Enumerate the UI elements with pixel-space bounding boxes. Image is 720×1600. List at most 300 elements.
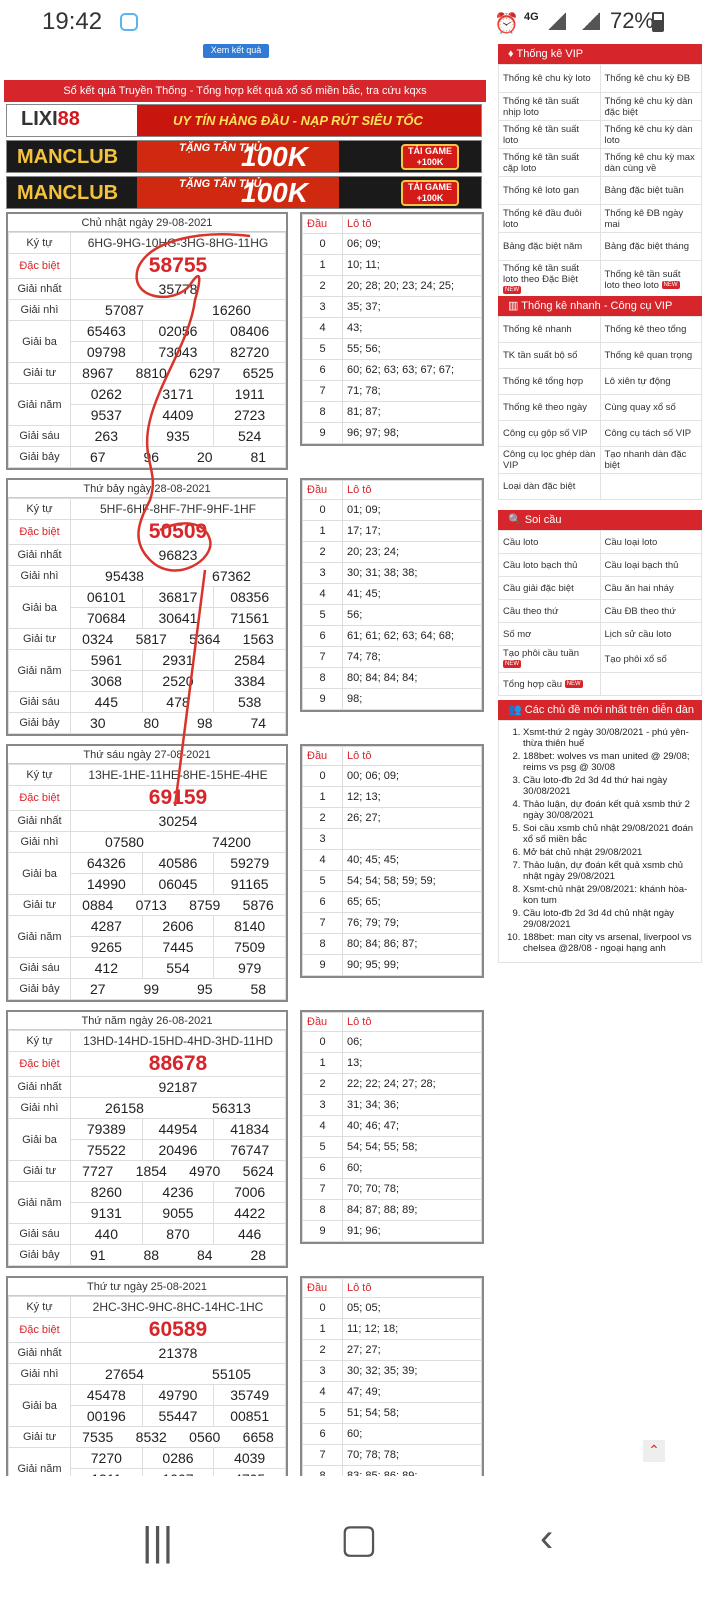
- lixi88-ad[interactable]: [6, 104, 482, 137]
- prize-number: 5364: [189, 631, 221, 647]
- manclub-ad[interactable]: [6, 176, 482, 209]
- label-giai-ba: Giải ba: [9, 1119, 71, 1161]
- loto-head: 3: [303, 829, 343, 850]
- loto-number: 64;: [420, 630, 439, 642]
- loto-number: 06;: [347, 238, 366, 250]
- side-link[interactable]: Thống kê chu kỳ loto: [499, 65, 601, 93]
- label-giai-sau: Giải sáu: [9, 426, 71, 447]
- loto-number: 61;: [365, 630, 384, 642]
- loto-head-label: Đầu: [303, 215, 343, 234]
- prize-number: 1911: [214, 384, 286, 405]
- label-giai-bay: Giải bảy: [9, 447, 71, 468]
- prize-number: 73043: [142, 342, 214, 363]
- forum-topic-link[interactable]: 8. Xsmt-chủ nhật 29/08/2021: khánh hòa-kon tum: [523, 884, 695, 906]
- new-badge: NEW: [663, 281, 678, 288]
- loto-head: 7: [303, 1179, 343, 1200]
- loto-number: 23;: [365, 546, 384, 558]
- loto-number: 00;: [347, 770, 366, 782]
- side-link: [600, 673, 702, 696]
- side-link[interactable]: Thống kê ĐB ngày mai: [600, 205, 702, 233]
- scroll-top-button[interactable]: ⌃: [643, 1440, 665, 1462]
- side-link[interactable]: Cầu ăn hai nháy: [600, 577, 702, 600]
- first-prize: 35778: [71, 279, 286, 300]
- label-ky-tu: Ký tự: [9, 1297, 71, 1318]
- loto-number: 96;: [365, 1225, 381, 1237]
- prize-number: 59279: [214, 853, 286, 874]
- loto-number: 78;: [365, 385, 381, 397]
- prize-number: 524: [214, 426, 286, 447]
- side-link[interactable]: Cầu ĐB theo thứ: [600, 600, 702, 623]
- loto-number: 88;: [383, 1204, 403, 1216]
- side-link[interactable]: Cầu theo thứ: [499, 600, 601, 623]
- forum-topic-link[interactable]: 1. Xsmt-thứ 2 ngày 30/08/2021 - phú yên-thừa thiên huế: [523, 727, 695, 749]
- label-dac-biet: Đặc biệt: [9, 254, 71, 279]
- label-ky-tu: Ký tự: [9, 499, 71, 520]
- side-link[interactable]: Cầu loại loto: [600, 531, 702, 554]
- prize-number: 84: [196, 1247, 213, 1263]
- loto-number: 89;: [402, 1204, 418, 1216]
- forum-panel: [498, 700, 702, 720]
- label-giai-nhat: Giải nhất: [9, 1077, 71, 1098]
- loto-number: 54;: [365, 1141, 384, 1153]
- loto-head: 2: [303, 542, 343, 563]
- loto-number: 59;: [420, 875, 436, 887]
- side-link[interactable]: Thống kê tần suất loto theo Đặc Biệt NEW: [499, 261, 601, 299]
- loto-values-label: Lô tô: [343, 215, 482, 234]
- forum-topic-link[interactable]: 6. Mở bát chủ nhật 29/08/2021: [523, 847, 695, 858]
- manclub-game-button[interactable]: TẢI GAME +100K: [401, 144, 459, 170]
- prize-number: 7006: [214, 1182, 286, 1203]
- side-link[interactable]: Cầu loại bạch thủ: [600, 554, 702, 577]
- result-table: [6, 212, 288, 470]
- loto-table: [300, 1276, 484, 1489]
- loto-values: [343, 255, 482, 276]
- loto-number: 62;: [383, 630, 403, 642]
- loto-head: 2: [303, 1074, 343, 1095]
- result-code: 2HC-3HC-9HC-8HC-14HC-1HC: [71, 1297, 286, 1318]
- prize-number: 4236: [142, 1182, 214, 1203]
- side-link[interactable]: Cầu loto: [499, 531, 601, 554]
- android-nav-bar: [0, 1476, 720, 1600]
- prize-number: 5624: [242, 1163, 274, 1179]
- loto-head: 1: [303, 521, 343, 542]
- prize-number: 5961: [71, 650, 143, 671]
- label-giai-ba: Giải ba: [9, 587, 71, 629]
- special-prize: 58755: [71, 254, 286, 279]
- prize-number: 0560: [189, 1429, 221, 1445]
- loto-number: 98;: [347, 693, 363, 705]
- prize-number: 96: [143, 449, 160, 465]
- loto-head: 5: [303, 1137, 343, 1158]
- side-link[interactable]: Thống kê tần suất loto theo loto NEW: [600, 261, 702, 299]
- loto-values: [343, 402, 482, 423]
- loto-number: 67;: [420, 364, 439, 376]
- side-link[interactable]: Công cụ gộp số VIP: [499, 421, 601, 447]
- loto-number: 28;: [365, 280, 384, 292]
- forum-topic-link[interactable]: 10. 188bet: man city vs arsenal, liverpool vs chelsea @28/08 - ngoại hạng anh: [523, 932, 695, 954]
- loto-number: 54;: [347, 875, 366, 887]
- prize-number: 08356: [214, 587, 286, 608]
- side-link[interactable]: Thống kê nhanh: [499, 317, 601, 343]
- loto-head: 6: [303, 626, 343, 647]
- result-code: 13HD-14HD-15HD-4HD-3HD-11HD: [71, 1031, 286, 1052]
- side-link[interactable]: Tạo nhanh dàn đặc biệt: [600, 447, 702, 474]
- loto-number: 10;: [347, 259, 366, 271]
- prize-number: 979: [214, 958, 286, 979]
- prize-number: 5817: [135, 631, 167, 647]
- loto-head: 6: [303, 1158, 343, 1179]
- loto-number: 90;: [347, 959, 366, 971]
- loto-values: [343, 689, 482, 710]
- loto-number: 45;: [365, 854, 384, 866]
- prize-number: 14990: [71, 874, 143, 895]
- first-prize: 96823: [71, 545, 286, 566]
- status-bar: [0, 0, 720, 44]
- prize-number: 3068: [71, 671, 143, 692]
- loto-head: 4: [303, 584, 343, 605]
- loto-number: 12;: [347, 791, 366, 803]
- loto-values: [343, 668, 482, 689]
- side-link[interactable]: Lô xiên tự động: [600, 369, 702, 395]
- prize-number: 6658: [242, 1429, 274, 1445]
- prize-number: 49790: [142, 1385, 214, 1406]
- prize-number: 20496: [142, 1140, 214, 1161]
- loto-values: [343, 297, 482, 318]
- loto-head: 1: [303, 1319, 343, 1340]
- loto-number: 55;: [383, 1141, 403, 1153]
- loto-head: 3: [303, 297, 343, 318]
- prize-number: 4287: [71, 916, 143, 937]
- loto-head: 9: [303, 689, 343, 710]
- prize-number: 16260: [212, 302, 251, 318]
- loto-number: 11;: [365, 259, 380, 271]
- label-dac-biet: Đặc biệt: [9, 1318, 71, 1343]
- prize-number: 07580: [105, 834, 144, 850]
- loto-number: 84;: [365, 672, 384, 684]
- side-link[interactable]: Cầu giải đặc biệt: [499, 577, 601, 600]
- forum-topic-link[interactable]: 3. Cầu loto-đb 2d 3d 4d thứ hai ngày 30/08/2021: [523, 775, 695, 797]
- loto-values: [343, 1200, 482, 1221]
- loto-number: 27;: [402, 1078, 421, 1090]
- loto-number: 35;: [383, 1365, 403, 1377]
- prize-number: 2606: [142, 916, 214, 937]
- loto-number: 05;: [347, 1302, 366, 1314]
- loto-number: 06;: [347, 1036, 363, 1048]
- manclub-logo: MANCLUB: [17, 146, 119, 168]
- prize-number: 2931: [142, 650, 214, 671]
- loto-values: [343, 1403, 482, 1424]
- loto-number: 62;: [365, 364, 384, 376]
- result-date: Chủ nhật ngày 29-08-2021: [8, 214, 286, 232]
- result-date: Thứ năm ngày 26-08-2021: [8, 1012, 286, 1030]
- forum-topic-link[interactable]: 9. Cầu loto-đb 2d 3d 4d chủ nhật ngày 29/08/2021: [523, 908, 695, 930]
- loto-number: 27;: [347, 1344, 366, 1356]
- prize-number: 00851: [214, 1406, 286, 1427]
- prize-number: 0324: [82, 631, 114, 647]
- label-giai-nhat: Giải nhất: [9, 811, 71, 832]
- label-giai-nam: Giải năm: [9, 650, 71, 692]
- side-link[interactable]: Thống kê tần suất cặp loto: [499, 149, 601, 177]
- prize-number: 7445: [142, 937, 214, 958]
- manclub-tag: TẶNG TÂN THỦ: [179, 178, 262, 190]
- side-link[interactable]: Thống kê theo tổng: [600, 317, 702, 343]
- side-link[interactable]: Loại dàn đặc biệt: [499, 474, 601, 500]
- recent-apps-icon[interactable]: |||: [142, 1520, 174, 1564]
- new-badge: NEW: [505, 287, 519, 294]
- loto-number: 63;: [383, 364, 403, 376]
- prize-number: 82720: [214, 342, 286, 363]
- prize-number: 0286: [142, 1448, 214, 1469]
- label-ky-tu: Ký tự: [9, 233, 71, 254]
- side-link[interactable]: Bảng đặc biệt tháng: [600, 233, 702, 261]
- label-giai-bay: Giải bảy: [9, 979, 71, 1000]
- prize-number: 00196: [71, 1406, 143, 1427]
- prize-number: 79389: [71, 1119, 143, 1140]
- loto-head: 0: [303, 1298, 343, 1319]
- prize-number: 9131: [71, 1203, 143, 1224]
- label-giai-nhi: Giải nhì: [9, 832, 71, 853]
- loto-values-label: Lô tô: [343, 1279, 482, 1298]
- label-giai-sau: Giải sáu: [9, 958, 71, 979]
- loto-head-label: Đầu: [303, 1013, 343, 1032]
- loto-values: [343, 339, 482, 360]
- manclub-amount: 100K: [241, 177, 308, 208]
- loto-number: 55;: [347, 343, 366, 355]
- loto-number: 09;: [365, 238, 381, 250]
- back-icon[interactable]: ‹: [540, 1516, 554, 1560]
- loto-number: 11;: [347, 1323, 365, 1335]
- loto-head: 5: [303, 605, 343, 626]
- loto-values: [343, 626, 482, 647]
- special-prize: 60589: [71, 1318, 286, 1343]
- forum-header: 👥 Các chủ đề mới nhất trên diễn đàn: [498, 700, 702, 720]
- label-giai-bay: Giải bảy: [9, 713, 71, 734]
- loto-values: [343, 647, 482, 668]
- prize-number: 6525: [242, 365, 274, 381]
- label-giai-nhat: Giải nhất: [9, 545, 71, 566]
- loto-number: 84;: [365, 938, 384, 950]
- notification-icon: [120, 13, 138, 31]
- forum-topic-link[interactable]: 7. Thảo luận, dự đoán kết quả xsmb chủ nhật ngày 29/08/2021: [523, 860, 695, 882]
- loto-number: 30;: [347, 1365, 366, 1377]
- label-giai-bay: Giải bảy: [9, 1245, 71, 1266]
- side-link[interactable]: Bảng đặc biệt năm: [499, 233, 601, 261]
- loto-number: 39;: [402, 1365, 418, 1377]
- side-link[interactable]: Số mơ: [499, 623, 601, 646]
- loto-number: 24;: [383, 1078, 403, 1090]
- loto-head: 6: [303, 360, 343, 381]
- side-link[interactable]: Cầu loto bạch thủ: [499, 554, 601, 577]
- loto-number: 80;: [347, 938, 366, 950]
- side-link[interactable]: Tổng hợp cầu NEW: [499, 673, 601, 696]
- new-badge: NEW: [505, 661, 519, 668]
- side-link[interactable]: Thống kê chu kỳ dàn đặc biệt: [600, 93, 702, 121]
- loto-number: 45;: [365, 588, 381, 600]
- loto-head: 5: [303, 339, 343, 360]
- forum-topic-link[interactable]: 2. 188bet: wolves vs man united @ 29/08; reims vs psg @ 30/08: [523, 751, 695, 773]
- forum-topic-link[interactable]: 4. Thảo luận, dự đoán kết quả xsmb thứ 2 ngày 30/08/2021: [523, 799, 695, 821]
- loto-values: [343, 1137, 482, 1158]
- side-link[interactable]: Công cụ tách số VIP: [600, 421, 702, 447]
- prize-number: 30: [89, 715, 106, 731]
- loto-number: 79;: [365, 917, 384, 929]
- loto-number: 27;: [365, 812, 381, 824]
- label-giai-tu: Giải tư: [9, 895, 71, 916]
- view-result-button[interactable]: Xem kết quả: [203, 44, 269, 58]
- side-link[interactable]: Thống kê đầu đuôi loto: [499, 205, 601, 233]
- prize-number: 91165: [214, 874, 286, 895]
- side-link[interactable]: Bảng đặc biệt tuần: [600, 177, 702, 205]
- loto-number: 74;: [347, 651, 366, 663]
- manclub-game-button[interactable]: TẢI GAME +100K: [401, 180, 459, 206]
- prize-number: 27654: [105, 1366, 144, 1382]
- loto-values: [343, 787, 482, 808]
- loto-number: 86;: [383, 938, 403, 950]
- prize-number: 9537: [71, 405, 143, 426]
- prize-number: 95: [196, 981, 213, 997]
- loto-number: 87;: [402, 938, 418, 950]
- loto-head-label: Đầu: [303, 481, 343, 500]
- label-giai-nhi: Giải nhì: [9, 300, 71, 321]
- loto-head: 0: [303, 766, 343, 787]
- loto-number: 22;: [347, 1078, 366, 1090]
- first-prize: 21378: [71, 1343, 286, 1364]
- prize-number: 80: [143, 715, 160, 731]
- loto-number: 60;: [347, 1162, 363, 1174]
- loto-number: 78;: [365, 1449, 384, 1461]
- manclub-ad[interactable]: [6, 140, 482, 173]
- prize-number: 8532: [135, 1429, 167, 1445]
- loto-number: 63;: [402, 630, 421, 642]
- loto-number: 31;: [365, 567, 384, 579]
- loto-values: [343, 1095, 482, 1116]
- prize-number: 27: [89, 981, 106, 997]
- loto-number: 22;: [365, 1078, 384, 1090]
- result-code: 6HG-9HG-10HG-3HG-8HG-11HG: [71, 233, 286, 254]
- prize-number: 91: [89, 1247, 106, 1263]
- home-icon[interactable]: ▢: [340, 1517, 378, 1561]
- loto-values: [343, 584, 482, 605]
- loto-number: 38;: [402, 567, 418, 579]
- side-link[interactable]: Thống kê chu kỳ max dàn cùng về: [600, 149, 702, 177]
- prize-number: 98: [196, 715, 213, 731]
- side-link[interactable]: TK tần suất bộ số: [499, 343, 601, 369]
- loto-values-label: Lô tô: [343, 481, 482, 500]
- loto-table: [300, 744, 484, 978]
- loto-values: [343, 1074, 482, 1095]
- prize-number: 8140: [214, 916, 286, 937]
- prize-number: 20: [196, 449, 213, 465]
- prize-number: 71561: [214, 608, 286, 629]
- first-prize: 30254: [71, 811, 286, 832]
- loto-values: [343, 381, 482, 402]
- label-giai-nhat: Giải nhất: [9, 1343, 71, 1364]
- prize-number: 7270: [71, 1448, 143, 1469]
- loto-number: 17;: [365, 525, 381, 537]
- loto-values: [343, 1382, 482, 1403]
- loto-number: 84;: [383, 672, 403, 684]
- side-link[interactable]: Thống kê quan trọng: [600, 343, 702, 369]
- side-link[interactable]: Cùng quay xổ số: [600, 395, 702, 421]
- prize-number: 41834: [214, 1119, 286, 1140]
- clock: 19:42: [42, 8, 103, 35]
- side-link[interactable]: Tạo phôi cầu tuần NEW: [499, 646, 601, 673]
- prize-number: 56313: [212, 1100, 251, 1116]
- loto-number: 58;: [402, 1141, 418, 1153]
- loto-number: 51;: [347, 1407, 366, 1419]
- loto-values: [343, 360, 482, 381]
- label-giai-nhi: Giải nhì: [9, 566, 71, 587]
- quick-stats-panel: [498, 296, 702, 500]
- label-ky-tu: Ký tự: [9, 765, 71, 786]
- side-link[interactable]: Thống kê tần suất loto: [499, 121, 601, 149]
- special-prize: 88678: [71, 1052, 286, 1077]
- loto-number: 97;: [365, 427, 384, 439]
- prize-number: 55105: [212, 1366, 251, 1382]
- label-giai-tu: Giải tư: [9, 1427, 71, 1448]
- loto-values-label: Lô tô: [343, 747, 482, 766]
- quick-stats-header: ▥ Thống kê nhanh - Công cụ VIP: [498, 296, 702, 316]
- prize-number: 09798: [71, 342, 143, 363]
- side-link[interactable]: Tạo phôi xổ số: [600, 646, 702, 673]
- side-link[interactable]: Thống kê theo ngày: [499, 395, 601, 421]
- loto-values: [343, 1116, 482, 1137]
- prize-number: 445: [71, 692, 143, 713]
- loto-values-label: Lô tô: [343, 1013, 482, 1032]
- side-link[interactable]: Thống kê loto gan: [499, 177, 601, 205]
- result-table: [6, 1010, 288, 1268]
- loto-number: 09;: [365, 504, 381, 516]
- loto-number: 32;: [365, 1365, 384, 1377]
- loto-number: 78;: [383, 1449, 400, 1461]
- loto-number: 20;: [347, 546, 366, 558]
- manclub-amount: 100K: [241, 141, 308, 172]
- loto-head: 4: [303, 318, 343, 339]
- loto-number: 12;: [364, 1323, 383, 1335]
- side-link[interactable]: Lịch sử cầu loto: [600, 623, 702, 646]
- prize-number: 935: [142, 426, 214, 447]
- prize-number: 7535: [82, 1429, 114, 1445]
- loto-head: 3: [303, 563, 343, 584]
- special-prize: 50509: [71, 520, 286, 545]
- label-dac-biet: Đặc biệt: [9, 1052, 71, 1077]
- loto-number: 71;: [347, 385, 366, 397]
- result-table: [6, 1276, 288, 1492]
- side-link[interactable]: Thống kê tần suất nhịp loto: [499, 93, 601, 121]
- forum-topic-link[interactable]: 5. Soi cầu xsmb chủ nhật 29/08/2021 đoán xổ số miền bắc: [523, 823, 695, 845]
- side-link: [600, 474, 702, 500]
- loto-number: 58;: [383, 1407, 400, 1419]
- side-link[interactable]: Thống kê chu kỳ dàn loto: [600, 121, 702, 149]
- side-link[interactable]: Thống kê chu kỳ ĐB: [600, 65, 702, 93]
- result-code: 13HE-1HE-11HE-8HE-15HE-4HE: [71, 765, 286, 786]
- loto-number: 37;: [365, 301, 381, 313]
- label-dac-biet: Đặc biệt: [9, 520, 71, 545]
- loto-head: 2: [303, 1340, 343, 1361]
- side-link[interactable]: Công cụ lọc ghép dàn VIP: [499, 447, 601, 474]
- loto-number: 40;: [347, 854, 366, 866]
- label-giai-ba: Giải ba: [9, 321, 71, 363]
- prize-number: 8260: [71, 1182, 143, 1203]
- side-link[interactable]: Thống kê tổng hợp: [499, 369, 601, 395]
- loto-head: 7: [303, 1445, 343, 1466]
- loto-values: [343, 1340, 482, 1361]
- loto-number: 65;: [365, 896, 381, 908]
- loto-head: 8: [303, 934, 343, 955]
- result-table: [6, 478, 288, 736]
- prize-number: 55447: [142, 1406, 214, 1427]
- loto-number: 79;: [383, 917, 400, 929]
